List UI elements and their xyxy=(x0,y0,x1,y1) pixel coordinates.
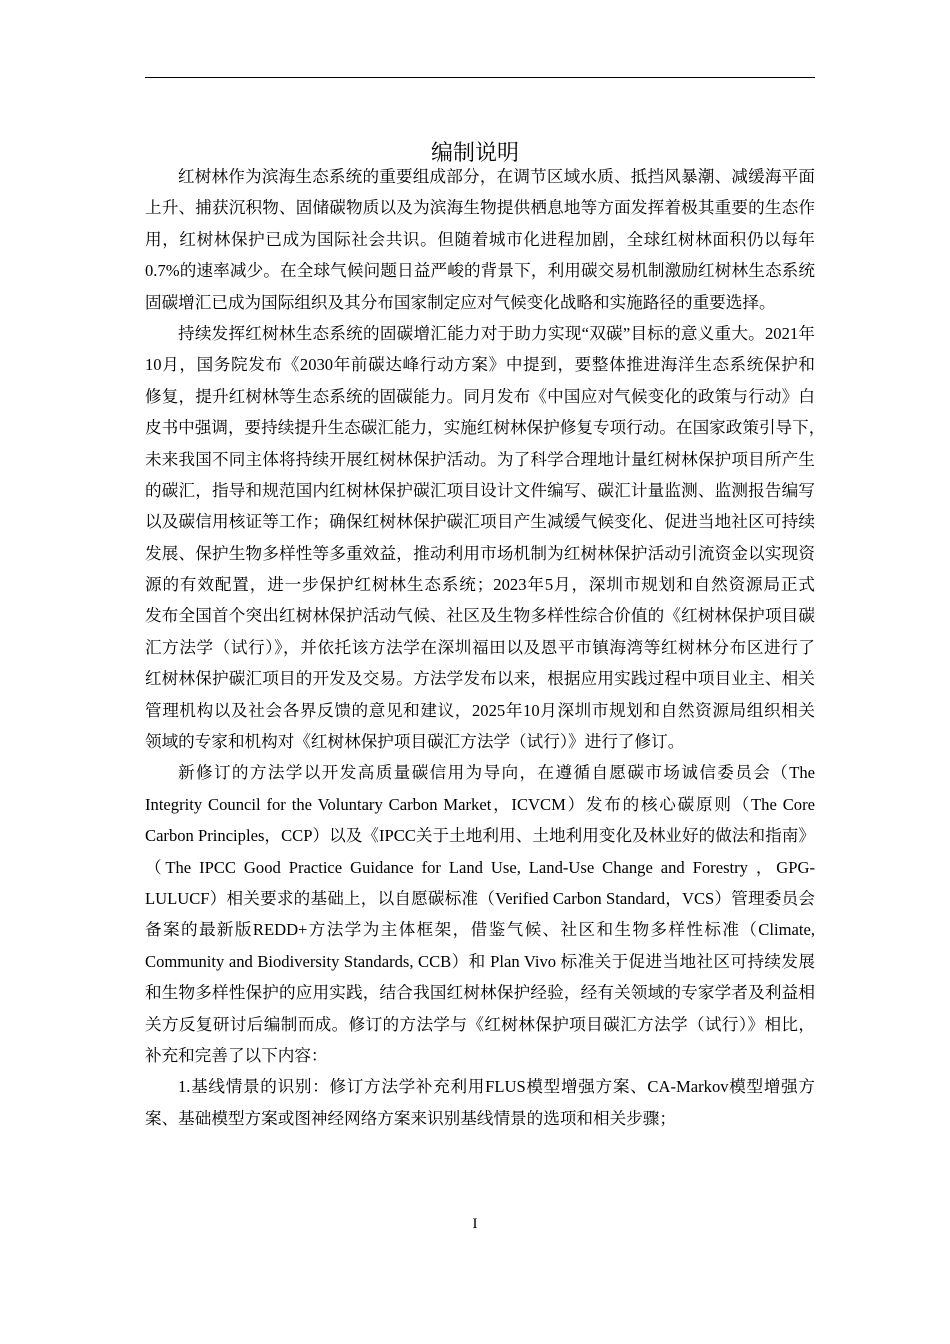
text-line: 管理机构以及社会各界反馈的意见和建议，2025年10月深圳市规划和自然资源局组织相关 xyxy=(145,700,815,720)
text-line: 0.7%的速率减少。在全球气候问题日益严峻的背景下，利用碳交易机制激励红树林生态系统 xyxy=(145,261,815,281)
text-line: 以及碳信用核证等工作；确保红树林保护碳汇项目产生减缓气候变化、促进当地社区可持续 xyxy=(145,512,815,532)
text-line: 补充和完善了以下内容： xyxy=(145,1045,328,1065)
paragraph xyxy=(145,161,815,318)
text-line: 领域的专家和机构对《红树林保护项目碳汇方法学（试行）》进行了修订。 xyxy=(145,732,685,752)
text-line: 的碳汇，指导和规范国内红树林保护碳汇项目设计文件编写、碳汇计量监测、监测报告编写 xyxy=(145,480,815,500)
text-line: 和生物多样性保护的应用实践，结合我国红树林保护经验，经有关领域的专家学者及利益相 xyxy=(145,983,815,1003)
page-number: I xyxy=(472,1216,478,1232)
text-line: 皮书中强调，要持续提升生态碳汇能力，实施红树林保护修复专项行动。在国家政策引导下， xyxy=(145,418,826,438)
paragraph xyxy=(145,318,826,757)
text-line: 汇方法学（试行）》，并依托该方法学在深圳福田以及恩平市镇海湾等红树林分布区进行了 xyxy=(145,637,815,657)
text-line: 新修订的方法学以开发高质量碳信用为导向，在遵循自愿碳市场诚信委员会（The xyxy=(178,763,815,783)
text-line: 10月，国务院发布《2030年前碳达峰行动方案》中提到，要整体推进海洋生态系统保护和 xyxy=(145,355,815,375)
text-line: 1.基线情景的识别：修订方法学补充利用FLUS模型增强方案、CA-Markov模型增强方 xyxy=(178,1077,815,1097)
text-line: 用，红树林保护已成为国际社会共识。但随着城市化进程加剧，全球红树林面积仍以每年 xyxy=(145,229,815,249)
text-line: 案、基础模型方案或图神经网络方案来识别基线情景的选项和相关步骤； xyxy=(145,1108,676,1128)
text-line: 持续发挥红树林生态系统的固碳增汇能力对于助力实现“双碳”目标的意义重大。2021年 xyxy=(178,323,815,343)
document-body xyxy=(145,161,826,1134)
paragraph xyxy=(145,1071,815,1134)
text-line: 上升、捕获沉积物、固储碳物质以及为滨海生物提供栖息地等方面发挥着极其重要的生态作 xyxy=(145,198,815,218)
text-line: 备案的最新版REDD+方法学为主体框架，借鉴气候、社区和生物多样性标准（Climate, xyxy=(145,920,815,940)
text-line: 未来我国不同主体将持续开展红树林保护活动。为了科学合理地计量红树林保护项目所产生 xyxy=(145,449,815,469)
paragraph xyxy=(145,757,815,1071)
text-line: 红树林作为滨海生态系统的重要组成部分，在调节区域水质、抵挡风暴潮、减缓海平面 xyxy=(178,167,815,186)
text-line: 关方反复研讨后编制而成。修订的方法学与《红树林保护项目碳汇方法学（试行）》相比， xyxy=(145,1014,815,1034)
text-line: 红树林保护碳汇项目的开发及交易。方法学发布以来，根据应用实践过程中项目业主、相关 xyxy=(145,669,815,689)
text-line: 发布全国首个突出红树林保护活动气候、社区及生物多样性综合价值的《红树林保护项目碳 xyxy=(145,606,815,626)
text-line: 修复，提升红树林等生态系统的固碳能力。同月发布《中国应对气候变化的政策与行动》白 xyxy=(145,386,815,406)
header-rule xyxy=(145,77,815,78)
text-line: 固碳增汇已成为国际组织及其分布国家制定应对气候变化战略和实施路径的重要选择。 xyxy=(145,292,776,312)
text-line: 发展、保护生物多样性等多重效益，推动利用市场机制为红树林保护活动引流资金以实现资 xyxy=(145,543,815,563)
text-line: Integrity Council for the Voluntary Carbon Market，ICVCM）发布的核心碳原则（The Core xyxy=(145,794,815,814)
page-title: 编制说明 xyxy=(430,140,519,165)
text-line: Community and Biodiversity Standards, CCB）和 Plan Vivo 标准关于促进当地社区可持续发展 xyxy=(145,951,815,971)
text-line: LULUCF）相关要求的基础上，以自愿碳标准（Verified Carbon Standard，VCS）管理委员会 xyxy=(145,888,815,908)
text-line: Carbon Principles，CCP）以及《IPCC关于土地利用、土地利用变化及林业好的做法和指南》 xyxy=(145,826,815,846)
text-line: 源的有效配置，进一步保护红树林生态系统；2023年5月，深圳市规划和自然资源局正式 xyxy=(145,575,815,595)
text-line: （The IPCC Good Practice Guidance for Land Use, Land-Use Change and Forestry ，GPG- xyxy=(145,857,815,877)
